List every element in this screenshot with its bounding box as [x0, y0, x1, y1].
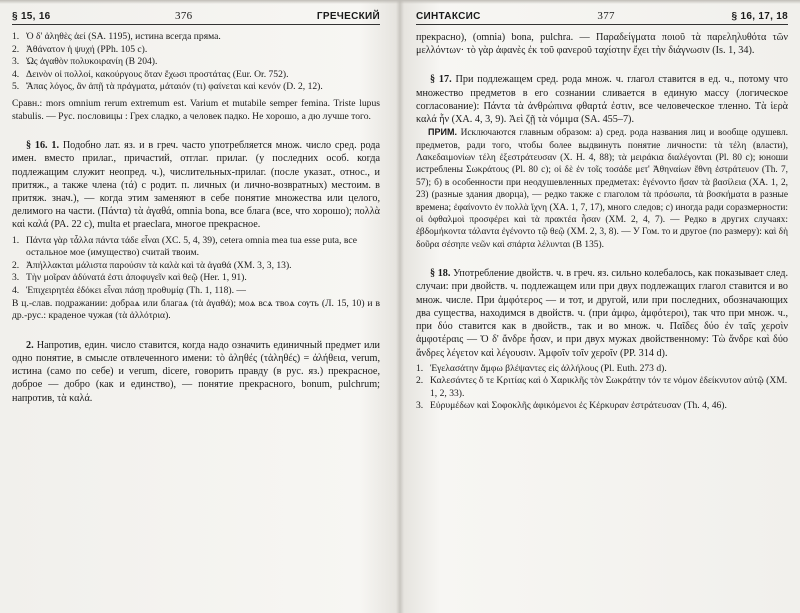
section-17-heading: § 17. — [430, 74, 452, 86]
list-item: 1. Ἐγελασάτην ἄμφω βλέψαντες εἰς ἀλλήλους (Pl. Euth. 273 d). — [416, 362, 667, 374]
point-2-body: Напротив, един. число ставится, когда надо означить единичный предмет или одно понятие, в смысле отвлеченного имени: τὸ ἀληθές (τἀληθές) = ἀλήθεια, verum, истина (само по себе) и verum, dicere, говорить правду (в рус. яз.) прекрасное, доброе — добро (как и единство), — понятие прекрасного, bonum, pulchrum; напротив, τὰ καλά. — [12, 339, 380, 404]
left-page — [12, 0, 380, 613]
list-item: 1. Ὁ δ' ἀληθὲς ἀεί (SA. 1195), истина всегда пряма. — [12, 31, 221, 42]
list-item: 3. Τὴν μοῖραν ἀδύνατά ἐστι ἀποφυγεῖν καὶ θεῷ (Her. 1, 91). — [12, 272, 247, 284]
left-page-header — [12, 10, 380, 25]
left-running-title: ГРЕЧЕСКИЙ — [316, 11, 380, 22]
list-item: 2. Καλεσάντες ὅ τε Κριτίας καὶ ὁ Χαρικλῆς τὸν Σωκράτην τόν τε νόμον ἐδείκνυτον αὐτῷ (XM. 1, 2, 33). — [416, 375, 788, 399]
list-item: 2. Ἀπήλλακται μάλιστα παρούσιν τὰ καλὰ καὶ τὰ ἀγαθά (XM. 3, 3, 13). — [12, 259, 292, 271]
church-slavonic-paragraph: В ц.-слав. подражании: добраѧ или благаѧ (τὰ ἀγαθά); моѧ всѧ твоѧ сѹть (Л. 15, 10) и в др.-рус.: краденое чужая (τὰ ἀλλότρια). — [12, 297, 380, 322]
list-item: 3. Εὐρυμέδων καὶ Σοφοκλῆς ἀφικόμενοι ἐς Κέρκυραν ἐστράτευσαν (Th. 4, 46). — [416, 400, 727, 412]
section-17-note — [416, 126, 788, 251]
list-item: 3. Ὡς ἀγαθὸν πολυκοιρανίη (B 204). — [12, 56, 158, 68]
section-18-heading: § 18. — [430, 268, 451, 280]
section-17-paragraph — [416, 73, 788, 126]
left-section-label: § 15, 16 — [12, 11, 51, 22]
list-item: 4. Δεινὸν οἱ πολλοί, κακούργους ὅταν ἔχωσι προστάτας (Eur. Or. 752). — [12, 68, 289, 80]
list-item: 4. Ἐπιχειρητέα ἐδόκει εἶναι πάσῃ προθυμίᾳ (Th. 1, 118). — — [12, 284, 246, 296]
section-16-paragraph — [12, 139, 380, 231]
example-list-3 — [416, 363, 788, 413]
section-16-body: Подобно лат. яз. и в греч. часто употребляется множ. число сред. рода имен. вместо прилаг., причастий, отглаг. прилаг. (у последних особ. когда подлежащим служит неопред. ч.), числительных-прилаг. (после указат., относ., и притяж., а также члена (τά) с родит. п. личных (и лично-возвратных) местоим. в притяж. знач.), — когда этим заменяют в себе понятие множества или целого, делимого на части. (Πάντα) τὰ ἀγαθά, omnia bona, все блага (все, что хорошо); πολλὰ καὶ καλά (PA. 22 c), multa et praeclara, многое прекрасное. — [12, 140, 380, 231]
list-item: 5. Ἄπας λόγος, ἂν ἀπῇ τὰ πράγματα, μάταιόν (τι) φαίνεται καὶ κενόν (D. 2, 12). — [12, 81, 323, 93]
continuation-paragraph: прекрасно), (omnia) bona, pulchra. — Παραδείγματα ποιοῦ τὰ παρεληλυθότα τῶν μελλόντων· τὸ γὰρ ἀφανὲς ἐκ τοῦ φανεροῦ ταχίστην ἔχει τὴν διάγνωσιν (Is. 1, 34). — [416, 32, 788, 57]
example-list-2 — [12, 235, 380, 298]
right-section-label: § 16, 17, 18 — [731, 11, 788, 22]
left-page-number: 376 — [175, 10, 193, 22]
point-2-paragraph — [12, 339, 380, 405]
section-18-paragraph — [416, 267, 788, 359]
right-page-header — [416, 10, 788, 25]
note-label: ПРИМ. — [428, 127, 457, 138]
section-18-body: Употребление двойств. ч. в греч. яз. сильно колебалось, как показывает след. случаи: при двойств. ч. подлежащем или при двух подлежащих глагол ставится и во множ. числе. При ἀμφότερος — и тот, и другой, или при последних, обозначающих два существа, находимся в двойств. ч. (при ἀμφω, ἀμφότεροι), так что при множ. ч., при δύο ставится как в двойств., так и во множ. ч. Παῖδες δύο ἐν ταῖς χερσὶν ἀμφοτέραις — Ὁ δ' ἄνδρε ἦσαν, и при двух мужах двойственному: Τὼ ἄνδρε καὶ δύο ἄνδρες λέγετον καὶ λέγουσιν. Ἀμφοῖν τοῖν χεροῖν (PP. 314 d). — [416, 268, 788, 359]
section-16-heading: § 16. 1. — [26, 140, 60, 152]
compare-paragraph: Сравн.: mors omnium rerum extremum est. Varium et mutabile semper femina. Triste lupus stabulis. — Рус. пословицы : Грех сладко, а человек падко. Не хорошо, а дю лучше того. — [12, 97, 380, 122]
left-page-content — [12, 31, 380, 405]
point-2-heading: 2. — [26, 339, 34, 351]
section-17-body: При подлежащем сред. рода множ. ч. глагол ставится в ед. ч., потому что множество предметов в его сознании сливается в единую массу (логическое согласование): Πάντα τὰ ἀνθρώπινα φθαρτά ἐστιν, все человеческое тленно. Τὰ ἱερὰ καλά ἦν (XA. 4, 3, 9). Ἀεὶ ζῇ τὰ νόμιμα (SA. 455–7). — [416, 74, 788, 126]
right-page-number: 377 — [597, 10, 615, 22]
list-item: 1. Πάντα γὰρ τἆλλα πάντα τάδε εἶναι (XC. 5, 4, 39), cetera omnia mea tua esse puta, все остальное мое (имущество) считай твоим. — [12, 234, 357, 259]
note-body: Исключаются главным образом: а) сред. рода названия лиц и вообще одушевл. предметов, ради того, чтобы более выдвинуть понятие личности: τὰ τέλη (власти), Λακεδαιμονίων τέλη ἐξεστράτευσαν (X. H. 4, 88); τὰ μειράκια διαλέγονται (Pl. 80 c); юноши истреблены Σωκράτους (Pl. 80 c); οἱ δὲ ἐν τοῖς τοσάδε μετ' Ἀθηναίων ἔθνη ἐστράτευον (Th. 7, 57); б) в особенности при неодушевленных предметах: ἐγένοντο ἥσαν τὰ βασίλεια (XA. 1, 2, 23) (разные здания дворца), — редко также с глаголом τὰ πρόσωπα, τὰ βοσκήματα в разные времена; ἐφαίνοντο ἐν πολλὰ ἴχνη (XA. 1, 7, 17), много следов; с) иногда ради соразмерности: οἱ ὀφθαλμοὶ προσφέρει καὶ τὰ πρακτέα ἦσαν (XM. 2, 4, 7). — Редко в других случаях: ἐβδομήκοντα τάλαντα ἐγένοντο τῷ θεῷ (XM. 2, 3, 8). — У Гом. то и другое (по размеру): καὶ δὴ δοῦρα σέσηπε νεῶν καὶ σπάρτα λέλυνται (B 135). — [416, 128, 788, 250]
right-page — [416, 0, 788, 613]
example-list-1 — [12, 31, 380, 94]
right-page-content — [416, 31, 788, 413]
right-running-title: СИНТАКСИС — [416, 11, 481, 22]
list-item: 2. Ἀθάνατον ἡ ψυχή (PPh. 105 c). — [12, 43, 148, 55]
